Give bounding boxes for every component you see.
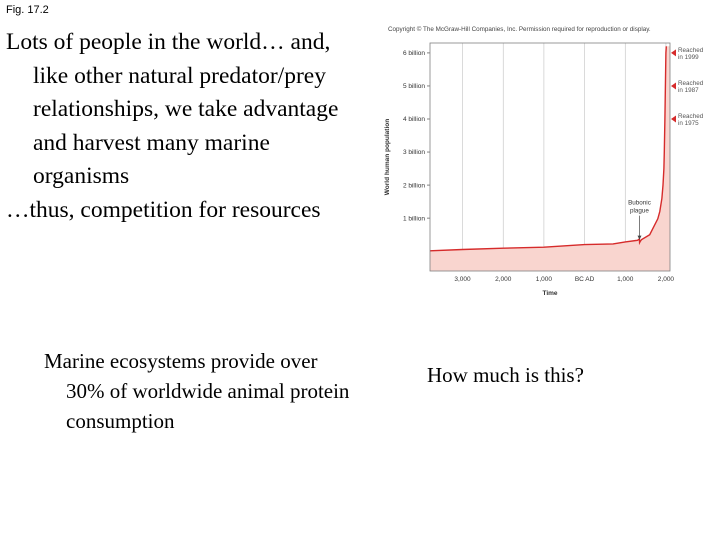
plot-area bbox=[430, 43, 670, 271]
y-tick-label: 2 billion bbox=[402, 182, 425, 190]
y-tick-label: 6 billion bbox=[402, 50, 425, 58]
secondary-text-block bbox=[44, 346, 354, 436]
annotation-plague-line2: plague bbox=[630, 207, 649, 215]
reached-marker bbox=[671, 82, 676, 89]
x-tick-label: 2,000 bbox=[657, 276, 675, 283]
y-tick-label: 1 billion bbox=[402, 215, 425, 223]
x-tick-label: 1,000 bbox=[535, 276, 553, 283]
annotation-reached-line1: Reached bbox=[678, 79, 704, 87]
figure-label: Fig. 17.2 bbox=[6, 4, 49, 16]
annotation-reached-line1: Reached bbox=[678, 113, 704, 120]
x-tick-label: 1,000 bbox=[617, 276, 634, 283]
x-axis-title: Time bbox=[542, 290, 558, 297]
reached-marker bbox=[671, 49, 676, 56]
x-tick-label: BC AD bbox=[574, 276, 595, 283]
x-tick-label: 2,000 bbox=[495, 276, 512, 283]
annotation-reached-line2: in 1999 bbox=[678, 53, 699, 61]
main-paragraph-2: …thus, competition for resources bbox=[6, 196, 321, 223]
y-axis-title: World human population bbox=[384, 118, 391, 196]
annotation-plague-line1: Bubonic bbox=[628, 199, 651, 207]
main-text-block bbox=[6, 26, 356, 227]
annotation-reached-line1: Reached bbox=[678, 46, 704, 54]
question-text: How much is this? bbox=[427, 363, 584, 387]
reached-marker bbox=[671, 116, 676, 123]
population-chart bbox=[380, 18, 716, 302]
secondary-paragraph: Marine ecosystems provide over 30% of worldwide animal protein consumption bbox=[44, 349, 350, 433]
y-tick-label: 3 billion bbox=[402, 149, 425, 157]
y-tick-label: 5 billion bbox=[402, 83, 425, 91]
copyright-text: Copyright © The McGraw-Hill Companies, Inc. Permission required for reproduction or display. bbox=[388, 26, 651, 33]
y-tick-label: 4 billion bbox=[402, 116, 425, 124]
annotation-reached-line2: in 1987 bbox=[678, 86, 699, 94]
annotation-reached-line2: in 1975 bbox=[678, 120, 699, 127]
x-tick-label: 3,000 bbox=[454, 276, 471, 283]
population-chart-svg bbox=[380, 18, 716, 302]
main-paragraph-1: Lots of people in the world… and, like other natural predator/prey relationships, we take advantage and harvest many marine organisms bbox=[6, 29, 339, 189]
